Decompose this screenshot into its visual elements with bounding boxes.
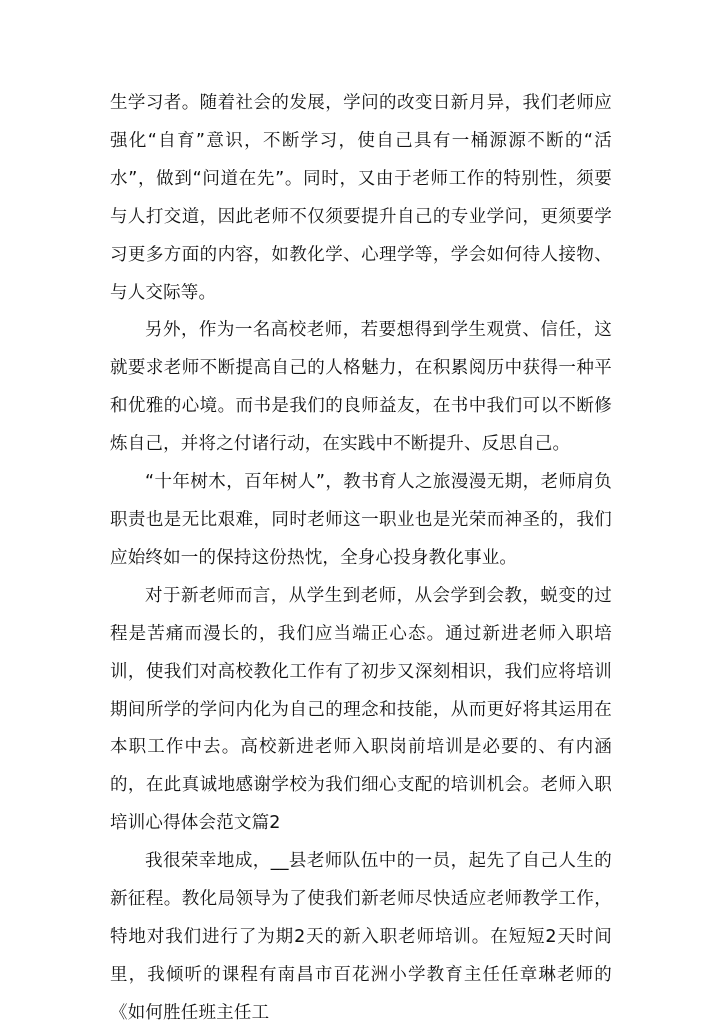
paragraph: 我很荣幸地成，__县老师队伍中的一员，起先了自己人生的新征程。教化局领导为了使我们新老师尽快适应老师教学工作，特地对我们进行了为期2天的新入职老师培训。在短短2天时间里，我倾听的课程有南昌市百花洲小学教育主任任章琳老师的《如何胜任班主任工 [110,851,612,1023]
body-text [110,85,612,1033]
paragraph: 另外，作为一名高校老师，若要想得到学生观赏、信任，这就要求老师不断提高自己的人格魅力，在积累阅历中获得一种平和优雅的心境。而书是我们的良师益友，在书中我们可以不断修炼自己，并将之付诸行动，在实践中不断提升、反思自己。 [110,320,612,455]
paragraph: 对于新老师而言，从学生到老师，从会学到会教，蜕变的过程是苦痛而漫长的，我们应当端正心态。通过新进老师入职培训，使我们对高校教化工作有了初步又深刻相识，我们应将培训期间所学的学问内化为自己的理念和技能，从而更好将其运用在本职工作中去。高校新进老师入职岗前培训是必要的、有内涵的，在此真诚地感谢学校为我们细心支配的培训机会。老师入职培训心得体会范文篇2 [110,585,612,834]
paragraph-continuation: 生学习者。随着社会的发展，学问的改变日新月异，我们老师应强化“自育”意识，不断学习，使自己具有一桶源源不断的“活水”，做到“问道在先”。同时，又由于老师工作的特别性，须要与人打交道，因此老师不仅须要提升自己的专业学问，更须要学习更多方面的内容，如教化学、心理学等，学会如何待人接物、与人交际等。 [110,93,612,303]
paragraph: “十年树木，百年树人”，教书育人之旅漫漫无期，老师肩负职责也是无比艰难，同时老师这一职业也是光荣而神圣的，我们应始终如一的保持这份热忱，全身心投身教化事业。 [110,472,612,568]
